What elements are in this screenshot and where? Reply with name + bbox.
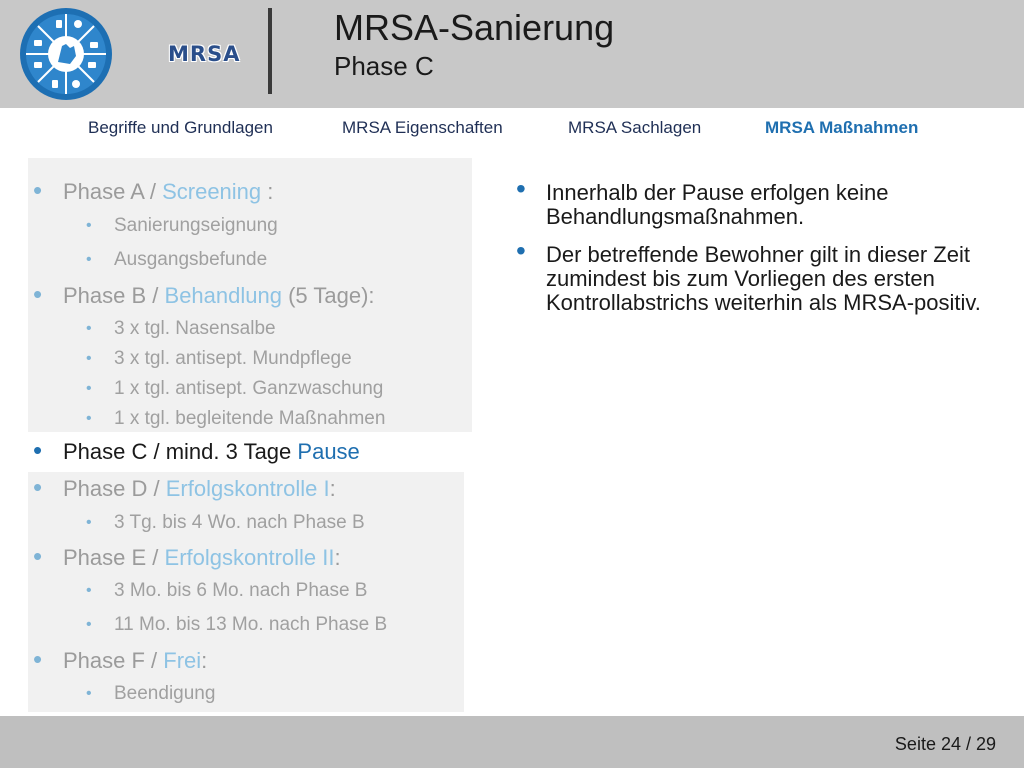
phase-d-sub-1: • 3 Tg. bis 4 Wo. nach Phase B — [86, 512, 365, 533]
bullet-dot-icon: • — [86, 685, 92, 702]
right-paragraph-1: • Innerhalb der Pause erfolgen keine Behandlungsmaßnahmen. — [516, 173, 889, 229]
phase-e-sub-2: • 11 Mo. bis 13 Mo. nach Phase B — [86, 614, 388, 635]
bullet-dot-icon: • — [86, 217, 92, 234]
phase-e-item: • Phase E / Erfolgskontrolle II: — [33, 541, 341, 571]
phase-b-sub-2: • 3 x tgl. antisept. Mundpflege — [86, 348, 352, 369]
brand-label: MRSA — [168, 42, 241, 66]
bullet-dot-icon: • — [86, 380, 92, 397]
phase-b-sub-4: • 1 x tgl. begleitende Maßnahmen — [86, 408, 386, 429]
bullet-dot-icon: • — [33, 435, 43, 465]
bullet-dot-icon: • — [86, 582, 92, 599]
phase-a-sub-1: • Sanierungseignung — [86, 215, 278, 236]
phase-f-item: • Phase F / Frei: — [33, 644, 208, 674]
bullet-dot-icon: • — [516, 235, 526, 266]
page-title: MRSA-Sanierung — [334, 7, 615, 48]
nav-item-massnahmen[interactable]: MRSA Maßnahmen — [765, 118, 919, 137]
bullet-dot-icon: • — [86, 616, 92, 633]
bullet-dot-icon: • — [33, 472, 43, 502]
phase-d-item: • Phase D / Erfolgskontrolle I: — [33, 472, 336, 502]
bullet-dot-icon: • — [86, 410, 92, 427]
phase-f-sub-1: • Beendigung — [86, 683, 216, 704]
bullet-dot-icon: • — [33, 279, 43, 309]
phase-b-item: • Phase B / Behandlung (5 Tage): — [33, 279, 375, 309]
phase-c-item: • Phase C / mind. 3 Tage Pause — [33, 435, 360, 465]
nav-item-begriffe[interactable]: Begriffe und Grundlagen — [88, 118, 273, 137]
bullet-dot-icon: • — [86, 251, 92, 268]
phase-a-item: • Phase A / Screening : — [33, 175, 274, 205]
page-counter: Seite 24 / 29 — [894, 734, 996, 754]
bullet-dot-icon: • — [86, 320, 92, 337]
logo-emblem-icon — [18, 6, 114, 102]
phase-b-sub-1: • 3 x tgl. Nasensalbe — [86, 318, 276, 339]
page-subtitle: Phase C — [334, 51, 434, 81]
phase-b-sub-3: • 1 x tgl. antisept. Ganzwaschung — [86, 378, 384, 399]
phase-a-sub-2: • Ausgangsbefunde — [86, 249, 268, 270]
footer-bar — [0, 716, 1024, 768]
bullet-dot-icon: • — [86, 514, 92, 531]
bullet-dot-icon: • — [516, 173, 526, 204]
phase-e-sub-1: • 3 Mo. bis 6 Mo. nach Phase B — [86, 580, 368, 601]
nav-item-sachlagen[interactable]: MRSA Sachlagen — [568, 118, 702, 137]
bullet-dot-icon: • — [33, 175, 43, 205]
bullet-dot-icon: • — [86, 350, 92, 367]
header-divider — [268, 8, 272, 94]
bullet-dot-icon: • — [33, 541, 43, 571]
nav-item-eigenschaften[interactable]: MRSA Eigenschaften — [342, 118, 503, 137]
right-paragraph-2: • Der betreffende Bewohner gilt in dieser Zeit zumindest bis zum Vorliegen des ersten Kontrollabstrichs weiterhin als MRSA-positiv. — [516, 235, 981, 315]
bullet-dot-icon: • — [33, 644, 43, 674]
